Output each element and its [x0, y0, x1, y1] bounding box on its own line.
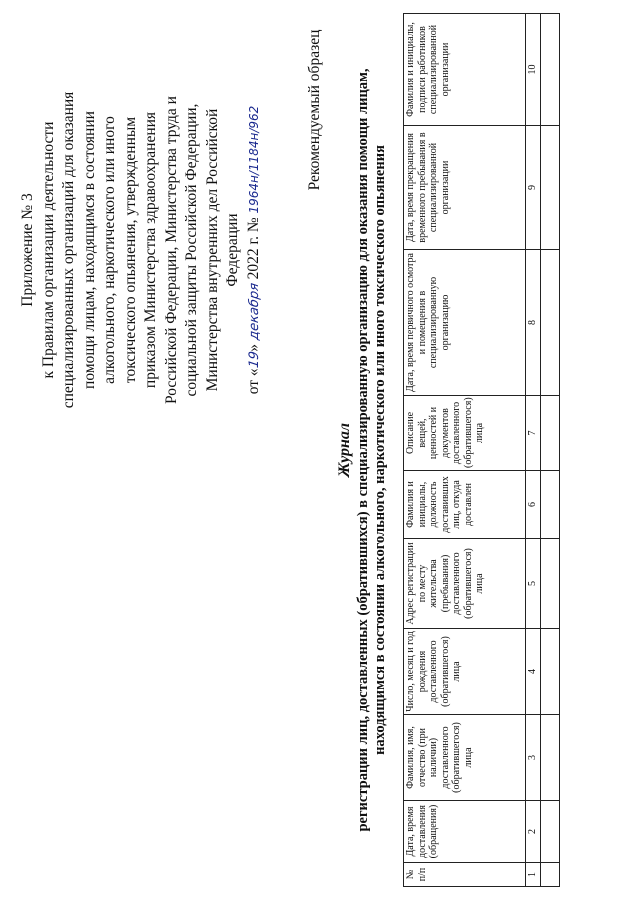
- column-header: Фамилия и инициалы, подписи работников специализированной организации: [404, 14, 526, 126]
- registration-journal-table: [403, 13, 560, 887]
- annex-line: Российской Федерации, Министерства труда и: [162, 96, 180, 404]
- table-cell: [541, 126, 560, 250]
- column-header: Число, месяц и год рождения доставленного (обратившегося) лица: [404, 629, 526, 715]
- column-header: Дата, время первичного осмотра и помещения в специализированную организацию: [404, 250, 526, 396]
- column-number: 7: [526, 396, 541, 471]
- column-number: 6: [526, 471, 541, 539]
- column-number: 10: [526, 14, 541, 126]
- table-cell: [541, 396, 560, 471]
- annex-line: к Правилам организации деятельности: [39, 121, 57, 379]
- column-number: 5: [526, 539, 541, 629]
- annex-line: токсического опьянения, утвержденным: [121, 116, 139, 384]
- column-header: Дата, время доставления (обращения): [404, 801, 526, 863]
- recommended-sample-label: Рекомендуемый образец: [306, 29, 323, 191]
- column-header: № п/п: [404, 863, 526, 887]
- annex-line: Федерации: [224, 213, 241, 287]
- annex-line: приказом Министерства здравоохранения: [142, 111, 159, 389]
- column-header: Описание вещей, ценностей и документов доставленного (обратившегося) лица: [404, 396, 526, 471]
- table-cell: [541, 471, 560, 539]
- annex-line: Министерства внутренних дел Российской: [203, 108, 221, 392]
- handwritten-day: 19: [246, 350, 262, 370]
- table-cell: [541, 863, 560, 887]
- column-number: 1: [526, 863, 541, 887]
- table-cell: [541, 715, 560, 801]
- journal-subtitle-line-2: находящимся в состоянии алкогольного, наркотического или иного токсического опьянения: [372, 145, 388, 755]
- table-cell: [541, 539, 560, 629]
- order-date-line: [244, 25, 266, 475]
- journal-subtitle-line-1: регистрации лиц, доставленных (обратившихся) в специализированную организацию для оказания помощи лицам,: [355, 68, 371, 832]
- column-header: Адрес регистрации по месту жительства (пребывания) доставленного (обратившегося) лица: [404, 539, 526, 629]
- table-header-row: [404, 14, 526, 887]
- table-cell: [541, 250, 560, 396]
- journal-title: Журнал: [336, 422, 353, 478]
- column-number: 2: [526, 801, 541, 863]
- column-number: 4: [526, 629, 541, 715]
- annex-line: алкогольного, наркотического или иного: [101, 116, 118, 384]
- date-year: 2022 г. №: [244, 213, 262, 284]
- annex-line: помощи лицам, находящимся в состоянии: [80, 111, 98, 389]
- table-cell: [541, 801, 560, 863]
- date-mid: »: [244, 340, 262, 352]
- handwritten-order-number: 1964н/1184н/962: [246, 105, 261, 214]
- table-cell: [541, 14, 560, 126]
- date-prefix: от «: [244, 368, 262, 395]
- table-row: [541, 14, 560, 887]
- column-header: Дата, время прекращения временного пребывания в специализированной организации: [404, 126, 526, 250]
- column-number-row: [526, 14, 541, 887]
- column-header: Фамилия и инициалы, должность доставивших лиц, откуда доставлен: [404, 471, 526, 539]
- annex-line: специализированных организаций для оказания: [60, 91, 77, 409]
- handwritten-month: декабря: [246, 282, 262, 342]
- journal-title-block: [336, 25, 389, 875]
- column-number: 3: [526, 715, 541, 801]
- column-number: 8: [526, 250, 541, 396]
- column-header: Фамилия, имя, отчество (при наличии) доставленного (обратившегося) лица: [404, 715, 526, 801]
- annex-block: [18, 25, 265, 475]
- column-number: 9: [526, 126, 541, 250]
- annex-line: Приложение № 3: [19, 193, 36, 307]
- annex-line: социальной защиты Российской Федерации,: [183, 103, 200, 397]
- table-cell: [541, 629, 560, 715]
